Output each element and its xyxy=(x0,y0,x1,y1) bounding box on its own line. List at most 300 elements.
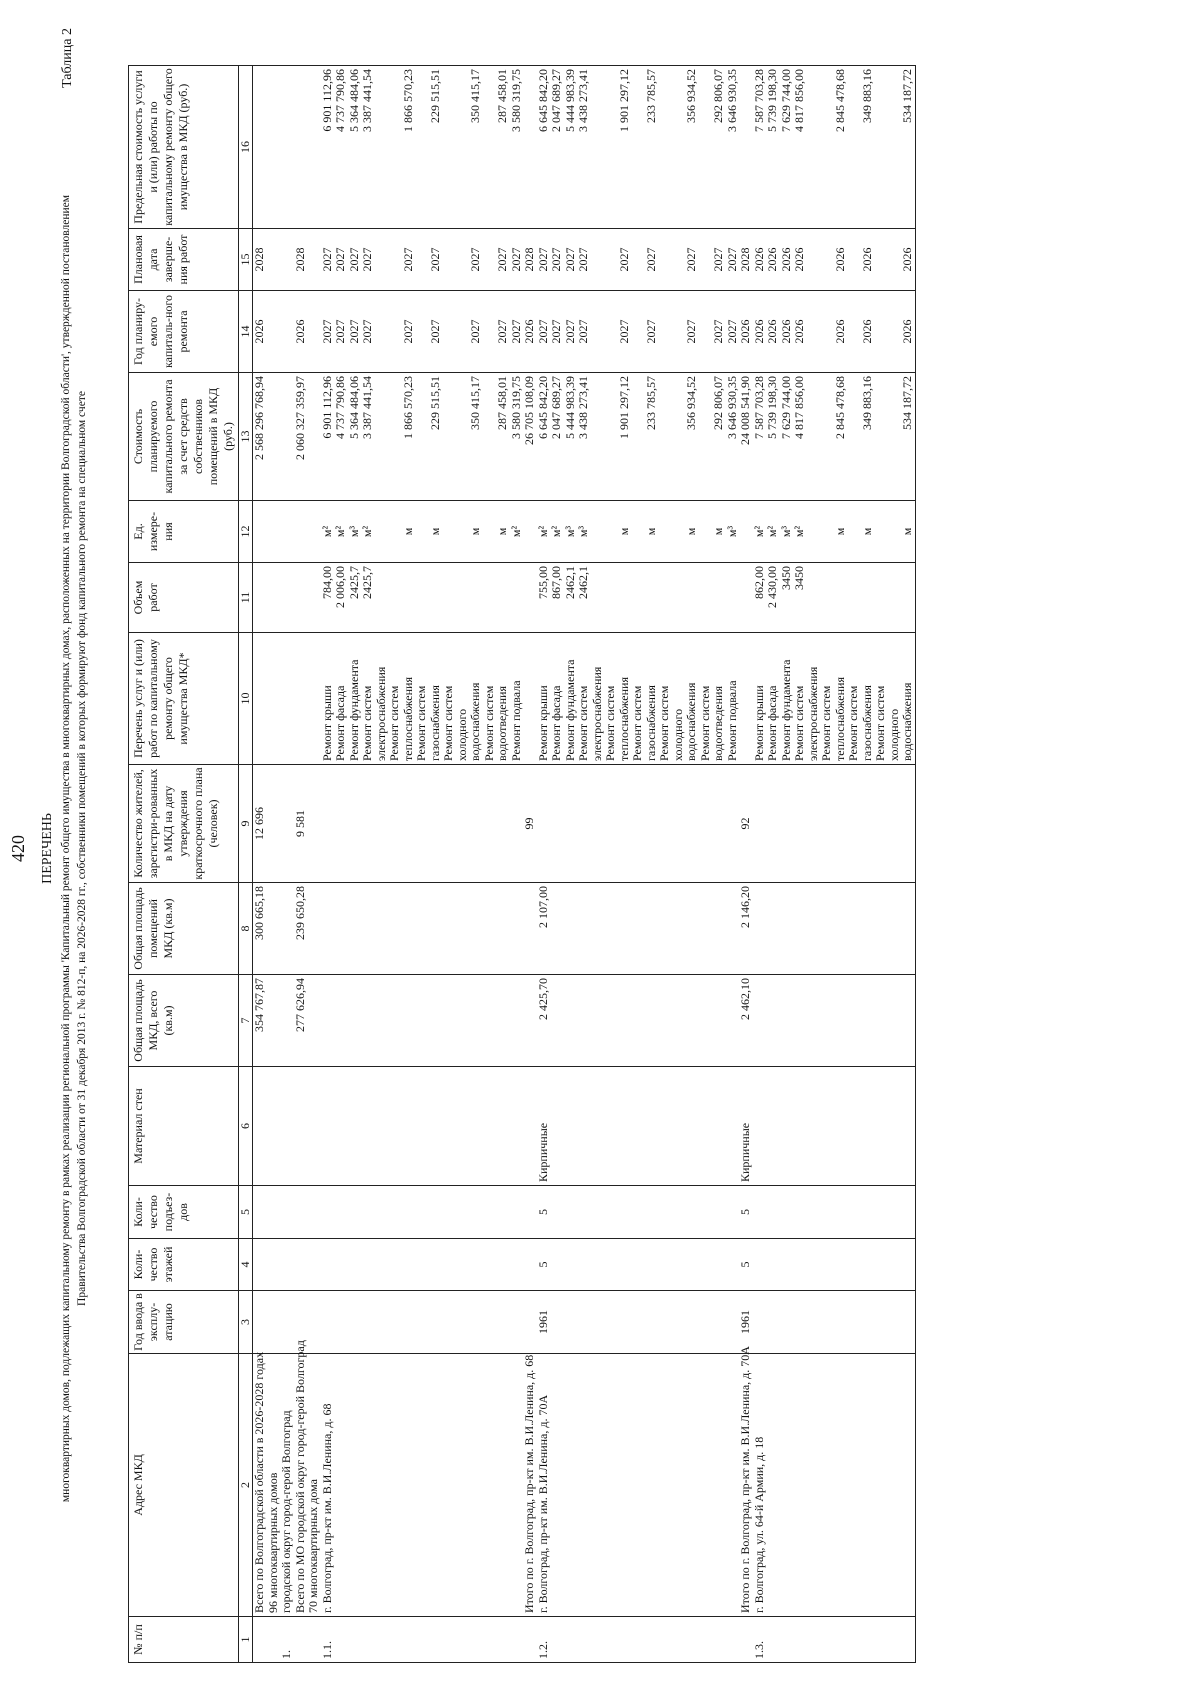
table-cell xyxy=(388,765,402,883)
table-cell xyxy=(645,883,659,975)
table-cell: 2027 xyxy=(321,291,335,373)
table-cell: 5 444 983,39 xyxy=(564,66,578,229)
table-cell xyxy=(807,1067,821,1186)
table-cell: м² xyxy=(361,501,375,563)
table-cell xyxy=(712,563,726,633)
table-cell xyxy=(604,975,618,1067)
table-cell: городской округ город-герой Волгоград xyxy=(280,1354,294,1617)
table-cell xyxy=(631,975,645,1067)
table-cell: м³ xyxy=(564,501,578,563)
table-cell: 1 866 570,23 xyxy=(402,66,416,229)
table-cell xyxy=(604,1617,618,1663)
table-cell xyxy=(510,883,524,975)
table-cell xyxy=(375,66,389,229)
column-header-10: Перечень услуг и (или) работ по капитальному ремонту общего имущества МКД* xyxy=(129,633,239,765)
table-cell xyxy=(523,1291,537,1354)
table-cell xyxy=(874,563,888,633)
table-cell xyxy=(847,765,861,883)
table-cell xyxy=(631,373,645,501)
table-cell xyxy=(267,633,281,765)
table-cell: м xyxy=(861,501,875,563)
table-cell: 92 xyxy=(739,765,753,883)
table-cell xyxy=(753,1186,767,1239)
table-cell xyxy=(591,765,605,883)
table-cell xyxy=(712,765,726,883)
table-cell xyxy=(523,501,537,563)
table-cell xyxy=(699,1067,713,1186)
table-cell: 2028 xyxy=(253,229,267,291)
table-cell xyxy=(820,373,834,501)
table-cell: 2 845 478,68 xyxy=(834,373,848,501)
table-cell xyxy=(388,229,402,291)
table-cell: м xyxy=(618,501,632,563)
table-row xyxy=(442,66,456,1663)
table-row xyxy=(267,66,281,1663)
table-cell xyxy=(388,563,402,633)
table-cell: Ремонт систем xyxy=(577,633,591,765)
table-cell xyxy=(874,765,888,883)
table-row xyxy=(753,66,767,1663)
table-cell: 2027 xyxy=(577,291,591,373)
table-cell: 277 626,94 xyxy=(294,975,308,1067)
table-cell xyxy=(361,975,375,1067)
table-cell xyxy=(699,66,713,229)
table-cell xyxy=(901,1239,915,1291)
table-cell xyxy=(604,1291,618,1354)
table-cell xyxy=(807,373,821,501)
table-cell: 239 650,28 xyxy=(294,883,308,975)
table-cell xyxy=(658,1291,672,1354)
table-cell xyxy=(429,1067,443,1186)
table-cell: 229 515,51 xyxy=(429,66,443,229)
table-cell xyxy=(672,1067,686,1186)
table-cell xyxy=(253,1617,267,1663)
column-header-8: Общая площадь помещений МКД (кв.м) xyxy=(129,883,239,975)
table-cell: м² xyxy=(550,501,564,563)
table-cell: 2027 xyxy=(712,229,726,291)
table-cell xyxy=(847,66,861,229)
table-cell xyxy=(901,563,915,633)
table-cell: 300 665,18 xyxy=(253,883,267,975)
table-body xyxy=(253,66,916,1663)
table-cell xyxy=(429,765,443,883)
table-cell xyxy=(793,1354,807,1617)
table-cell xyxy=(469,883,483,975)
table-cell xyxy=(321,1186,335,1239)
table-cell xyxy=(672,1617,686,1663)
table-cell xyxy=(631,563,645,633)
column-number-16: 16 xyxy=(239,66,253,229)
table-row xyxy=(496,66,510,1663)
table-cell xyxy=(429,563,443,633)
table-row xyxy=(388,66,402,1663)
table-cell xyxy=(685,1617,699,1663)
table-cell xyxy=(780,765,794,883)
table-cell xyxy=(631,883,645,975)
table-cell xyxy=(685,765,699,883)
table-cell xyxy=(604,563,618,633)
table-cell: водоотведения xyxy=(496,633,510,765)
table-cell: 2026 xyxy=(294,291,308,373)
table-cell: м xyxy=(496,501,510,563)
table-cell xyxy=(483,975,497,1067)
column-header-2: Адрес МКД xyxy=(129,1354,239,1617)
column-number-6: 6 xyxy=(239,1067,253,1186)
table-cell xyxy=(523,1067,537,1186)
table-cell xyxy=(712,1617,726,1663)
table-cell xyxy=(793,1186,807,1239)
table-cell xyxy=(375,975,389,1067)
table-cell xyxy=(348,1186,362,1239)
column-number-12: 12 xyxy=(239,501,253,563)
table-cell xyxy=(847,563,861,633)
table-cell xyxy=(361,1067,375,1186)
table-cell xyxy=(820,229,834,291)
table-cell: Итого по г. Волгоград, пр-кт им. В.И.Ленина, д. 70А xyxy=(739,1354,753,1617)
table-cell: 350 415,17 xyxy=(469,66,483,229)
table-cell: м³ xyxy=(348,501,362,563)
table-cell xyxy=(888,501,902,563)
table-cell xyxy=(591,501,605,563)
table-cell xyxy=(577,1186,591,1239)
table-cell: м² xyxy=(537,501,551,563)
table-cell xyxy=(780,1239,794,1291)
table-cell xyxy=(901,765,915,883)
table-cell xyxy=(456,1617,470,1663)
table-cell xyxy=(834,1186,848,1239)
table-cell xyxy=(618,975,632,1067)
table-cell xyxy=(483,1067,497,1186)
table-cell: 356 934,52 xyxy=(685,373,699,501)
table-cell: Всего по Волгоградской области в 2026-2028 годах xyxy=(253,1354,267,1617)
table-cell xyxy=(267,229,281,291)
table-row xyxy=(469,66,483,1663)
table-cell: 2026 xyxy=(766,229,780,291)
table-cell: 4 737 790,86 xyxy=(334,66,348,229)
table-cell xyxy=(253,1291,267,1354)
table-cell xyxy=(334,765,348,883)
table-cell xyxy=(510,1291,524,1354)
table-cell: 2027 xyxy=(429,291,443,373)
table-cell: 70 многоквартирных дома xyxy=(307,1354,321,1617)
table-cell xyxy=(375,1067,389,1186)
table-cell xyxy=(415,1067,429,1186)
table-cell: Ремонт систем xyxy=(388,633,402,765)
table-cell xyxy=(604,501,618,563)
table-cell: 2027 xyxy=(537,291,551,373)
table-cell: 2026 xyxy=(793,229,807,291)
column-header-3: Год ввода в эксплу-атацию xyxy=(129,1291,239,1354)
table-cell xyxy=(699,373,713,501)
table-cell xyxy=(510,563,524,633)
table-cell xyxy=(847,1186,861,1239)
table-cell xyxy=(537,765,551,883)
table-cell xyxy=(388,975,402,1067)
table-cell xyxy=(334,975,348,1067)
table-cell xyxy=(564,883,578,975)
table-cell xyxy=(645,1354,659,1617)
table-cell xyxy=(469,765,483,883)
table-cell xyxy=(523,883,537,975)
table-cell xyxy=(415,883,429,975)
table-cell xyxy=(726,1186,740,1239)
table-cell: 2027 xyxy=(712,291,726,373)
table-cell xyxy=(442,883,456,975)
table-cell: 2026 xyxy=(766,291,780,373)
table-cell: 2028 xyxy=(739,229,753,291)
table-cell: Ремонт крыши xyxy=(537,633,551,765)
table-cell xyxy=(699,291,713,373)
table-cell xyxy=(780,1067,794,1186)
column-number-2: 2 xyxy=(239,1354,253,1617)
table-cell: 2027 xyxy=(726,229,740,291)
table-cell xyxy=(901,1617,915,1663)
table-cell xyxy=(388,66,402,229)
table-row xyxy=(456,66,470,1663)
table-cell xyxy=(253,66,267,229)
table-cell xyxy=(888,1617,902,1663)
table-cell xyxy=(280,373,294,501)
table-cell: теплоснабжения xyxy=(834,633,848,765)
table-row xyxy=(658,66,672,1663)
table-cell xyxy=(874,1239,888,1291)
column-header-9: Количество жителей, зарегистри-рованных в МКД на дату утверждения краткосрочного плана (человек) xyxy=(129,765,239,883)
table-cell xyxy=(645,1617,659,1663)
table-cell xyxy=(402,1186,416,1239)
table-cell xyxy=(388,883,402,975)
table-cell xyxy=(456,501,470,563)
table-cell: 2027 xyxy=(510,291,524,373)
table-cell xyxy=(780,883,794,975)
table-cell xyxy=(456,975,470,1067)
table-cell xyxy=(658,1067,672,1186)
table-cell xyxy=(888,291,902,373)
table-cell xyxy=(523,563,537,633)
table-cell: Ремонт фундамента xyxy=(564,633,578,765)
table-cell xyxy=(807,975,821,1067)
table-cell xyxy=(469,563,483,633)
table-cell xyxy=(294,1617,308,1663)
table-cell: 2027 xyxy=(361,229,375,291)
table-cell xyxy=(753,883,767,975)
table-cell: 2027 xyxy=(402,229,416,291)
column-header-15: Плановая дата заверше-ния работ xyxy=(129,229,239,291)
table-cell xyxy=(348,1067,362,1186)
table-cell: 2027 xyxy=(685,229,699,291)
table-cell: Ремонт систем xyxy=(793,633,807,765)
table-cell xyxy=(307,501,321,563)
table-cell xyxy=(739,66,753,229)
table-cell: 2 107,00 xyxy=(537,883,551,975)
table-cell: теплоснабжения xyxy=(618,633,632,765)
table-cell xyxy=(550,1239,564,1291)
table-cell xyxy=(334,883,348,975)
table-cell: Ремонт фасада xyxy=(334,633,348,765)
table-cell xyxy=(267,1067,281,1186)
table-cell xyxy=(483,883,497,975)
table-cell: 534 187,72 xyxy=(901,66,915,229)
table-cell: 4 737 790,86 xyxy=(334,373,348,501)
table-cell xyxy=(820,501,834,563)
table-cell xyxy=(591,1291,605,1354)
table-cell xyxy=(793,1617,807,1663)
table-cell: 12 696 xyxy=(253,765,267,883)
table-cell xyxy=(834,563,848,633)
table-cell: 2026 xyxy=(901,291,915,373)
table-cell: 2027 xyxy=(577,229,591,291)
table-cell xyxy=(766,1067,780,1186)
table-cell xyxy=(294,633,308,765)
table-cell xyxy=(739,633,753,765)
table-cell: Ремонт систем xyxy=(361,633,375,765)
table-cell xyxy=(766,1291,780,1354)
table-cell xyxy=(658,975,672,1067)
table-cell xyxy=(456,1291,470,1354)
table-cell xyxy=(564,1239,578,1291)
table-cell xyxy=(415,373,429,501)
table-cell xyxy=(456,373,470,501)
table-cell xyxy=(510,1239,524,1291)
table-label: Таблица 2 xyxy=(60,28,75,88)
table-cell xyxy=(739,563,753,633)
table-cell xyxy=(267,765,281,883)
table-cell xyxy=(334,1067,348,1186)
table-cell xyxy=(847,1291,861,1354)
table-cell xyxy=(807,563,821,633)
table-cell xyxy=(591,291,605,373)
table-cell xyxy=(496,975,510,1067)
table-row xyxy=(429,66,443,1663)
table-cell: м xyxy=(901,501,915,563)
table-cell xyxy=(820,563,834,633)
column-number-7: 7 xyxy=(239,975,253,1067)
table-cell xyxy=(861,1291,875,1354)
table-cell xyxy=(469,1067,483,1186)
table-cell xyxy=(469,1617,483,1663)
table-cell xyxy=(496,1354,510,1617)
table-cell xyxy=(523,633,537,765)
table-cell: 2027 xyxy=(469,229,483,291)
table-cell: 2026 xyxy=(523,291,537,373)
table-cell: м² xyxy=(334,501,348,563)
table-cell xyxy=(888,1354,902,1617)
table-cell xyxy=(402,1354,416,1617)
table-cell xyxy=(564,975,578,1067)
table-cell xyxy=(483,1354,497,1617)
table-row xyxy=(726,66,740,1663)
table-cell: 2027 xyxy=(550,291,564,373)
table-cell xyxy=(415,563,429,633)
table-cell xyxy=(442,1291,456,1354)
table-cell xyxy=(712,1186,726,1239)
table-cell xyxy=(429,1291,443,1354)
table-cell xyxy=(766,1186,780,1239)
table-cell xyxy=(672,1186,686,1239)
table-cell xyxy=(874,501,888,563)
table-cell: 2027 xyxy=(429,229,443,291)
table-cell xyxy=(496,1291,510,1354)
table-cell xyxy=(672,501,686,563)
table-row xyxy=(618,66,632,1663)
table-cell xyxy=(388,1354,402,1617)
table-cell: 2425,7 xyxy=(348,563,362,633)
table-cell xyxy=(807,1354,821,1617)
table-cell xyxy=(456,1186,470,1239)
table-cell xyxy=(361,1291,375,1354)
document-title: ПЕРЕЧЕНЬ xyxy=(40,813,55,884)
table-cell: 7 629 744,00 xyxy=(780,66,794,229)
table-cell xyxy=(631,1354,645,1617)
table-cell xyxy=(672,229,686,291)
table-cell xyxy=(820,1067,834,1186)
table-cell: Ремонт систем xyxy=(847,633,861,765)
table-cell xyxy=(280,1239,294,1291)
table-cell xyxy=(874,373,888,501)
table-cell: 1.2. xyxy=(537,1617,551,1663)
table-cell xyxy=(591,1186,605,1239)
table-cell xyxy=(564,765,578,883)
table-cell: 2026 xyxy=(780,291,794,373)
table-cell xyxy=(888,1067,902,1186)
table-cell: водоснабжения xyxy=(685,633,699,765)
table-cell xyxy=(267,1239,281,1291)
table-cell: 2027 xyxy=(321,229,335,291)
table-cell: 5 xyxy=(537,1239,551,1291)
table-cell: 2425,7 xyxy=(361,563,375,633)
table-cell xyxy=(415,1186,429,1239)
table-cell: 5 xyxy=(739,1239,753,1291)
table-cell xyxy=(456,291,470,373)
table-cell xyxy=(631,66,645,229)
table-cell: 5 739 198,30 xyxy=(766,66,780,229)
table-cell xyxy=(307,1291,321,1354)
table-cell xyxy=(280,501,294,563)
table-cell xyxy=(321,765,335,883)
table-cell: 7 587 703,28 xyxy=(753,373,767,501)
table-cell xyxy=(861,975,875,1067)
column-number-10: 10 xyxy=(239,633,253,765)
table-cell xyxy=(672,765,686,883)
table-cell xyxy=(699,501,713,563)
table-cell xyxy=(780,1291,794,1354)
capital-repair-table xyxy=(128,65,916,1663)
table-cell xyxy=(861,563,875,633)
table-cell xyxy=(726,1617,740,1663)
table-cell: 7 629 744,00 xyxy=(780,373,794,501)
table-cell: 292 806,07 xyxy=(712,373,726,501)
table-cell xyxy=(672,291,686,373)
table-cell xyxy=(469,975,483,1067)
table-cell xyxy=(483,291,497,373)
table-cell: 3 438 273,41 xyxy=(577,66,591,229)
table-cell: водоснабжения xyxy=(901,633,915,765)
table-row xyxy=(537,66,551,1663)
table-cell xyxy=(442,765,456,883)
table-cell xyxy=(658,765,672,883)
table-cell xyxy=(253,501,267,563)
table-cell xyxy=(618,1186,632,1239)
table-cell xyxy=(591,1354,605,1617)
table-cell: м² xyxy=(753,501,767,563)
table-cell xyxy=(591,975,605,1067)
table-cell xyxy=(888,563,902,633)
table-cell xyxy=(523,1617,537,1663)
table-cell xyxy=(847,229,861,291)
table-cell xyxy=(388,1291,402,1354)
table-cell: Всего по МО городской округ город-герой Волгоград xyxy=(294,1354,308,1617)
table-cell xyxy=(280,975,294,1067)
table-cell xyxy=(874,229,888,291)
